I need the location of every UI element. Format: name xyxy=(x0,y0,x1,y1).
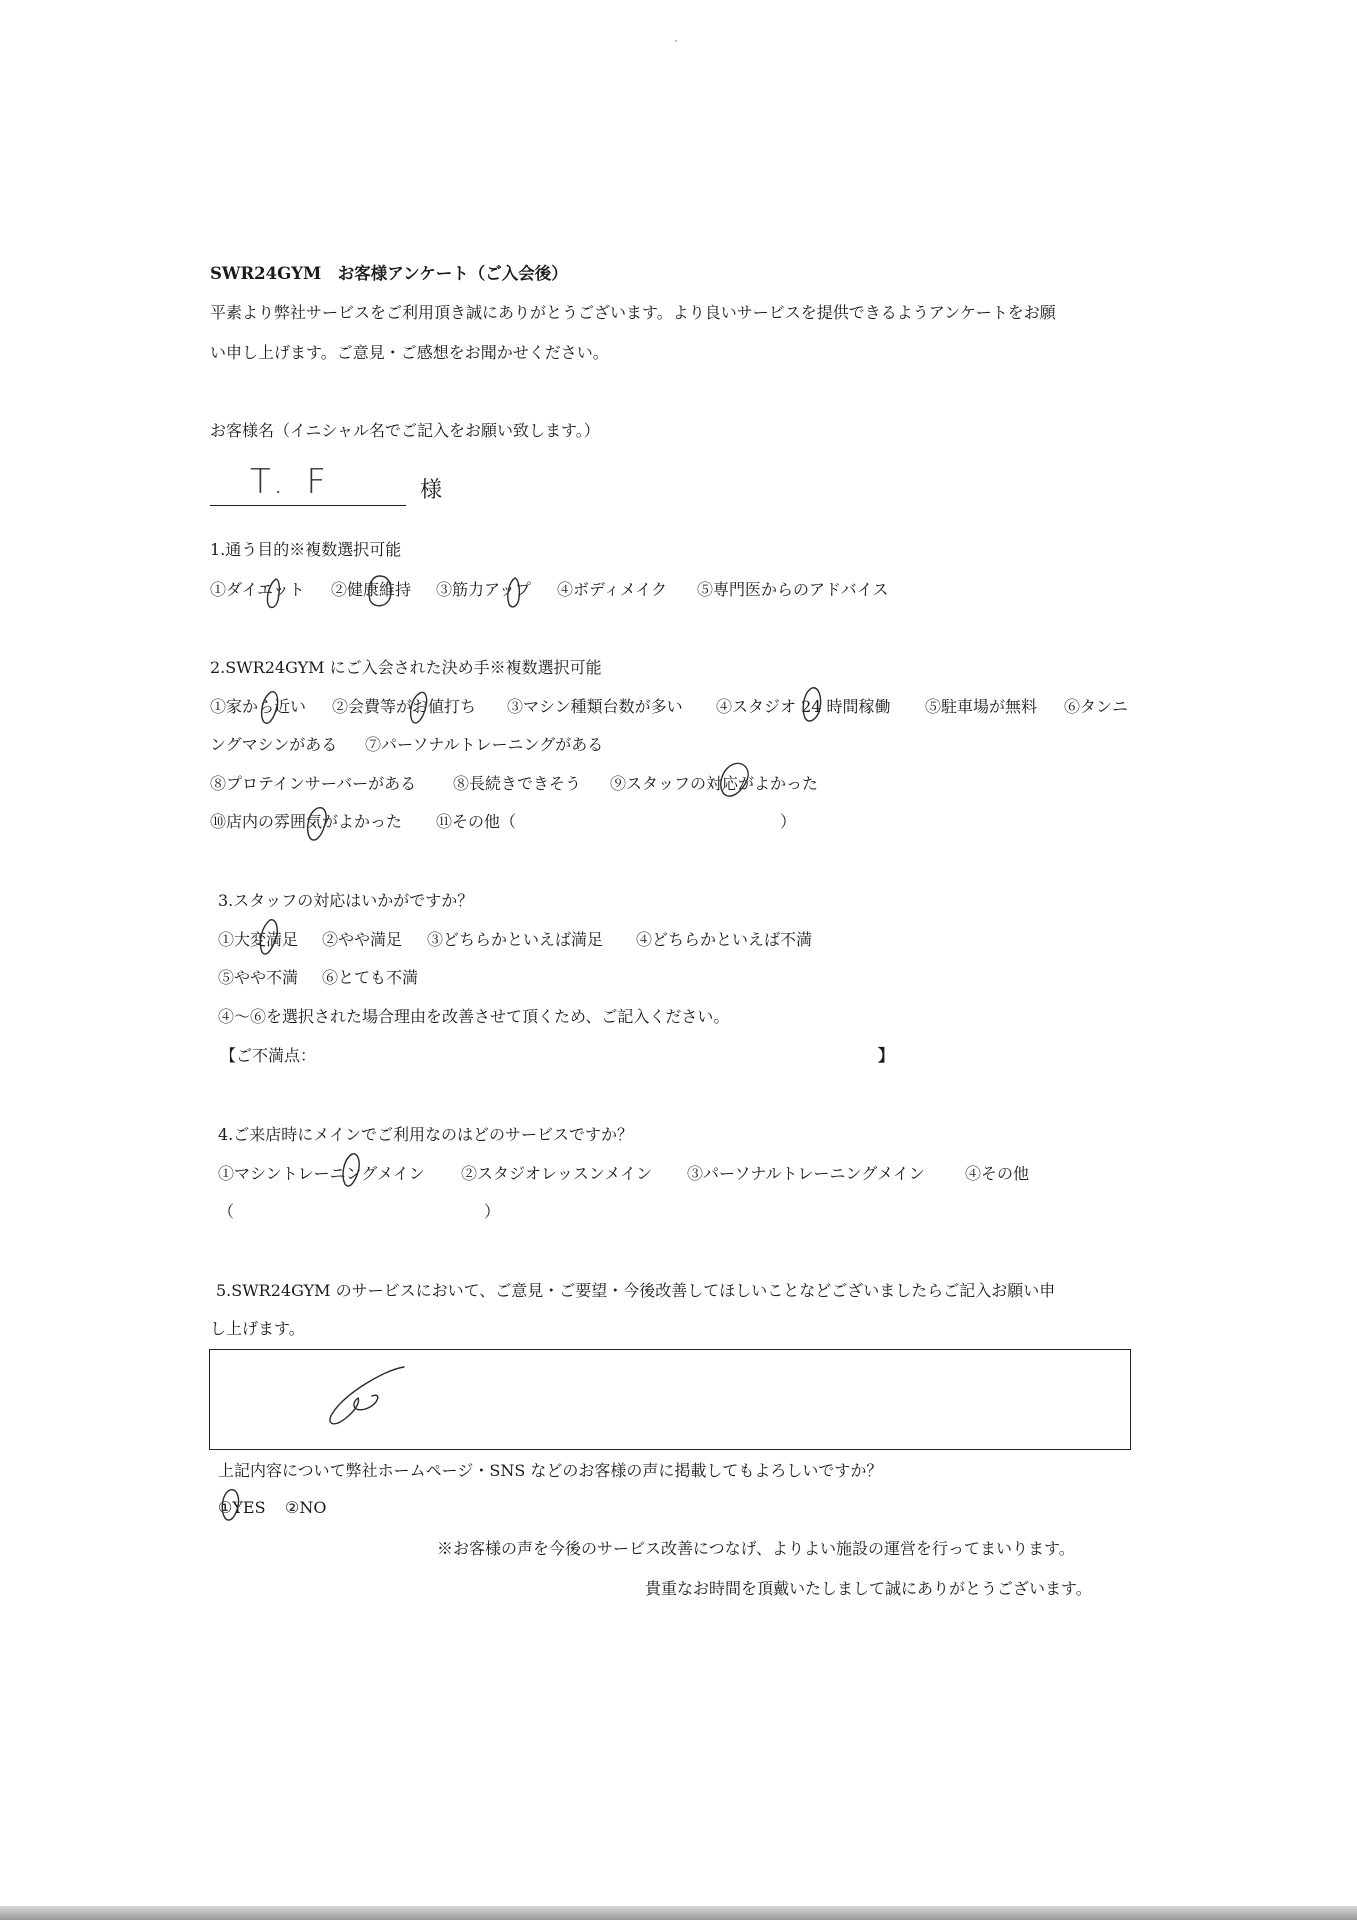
q4-other-open: （ xyxy=(218,1202,235,1221)
comment-box[interactable] xyxy=(209,1349,1131,1450)
consent-no[interactable]: ②NO xyxy=(285,1498,327,1517)
q4-option-3[interactable]: ③パーソナルトレーニングメイン xyxy=(687,1164,925,1183)
q3-reason-instruction: ④～⑥を選択された場合理由を改善させて頂くため、ご記入ください。 xyxy=(218,1007,730,1026)
q3-dissatisfaction-close: 】 xyxy=(878,1046,895,1065)
name-handwritten[interactable]: T. F xyxy=(250,462,332,502)
q2-option-6-continued[interactable]: ングマシンがある xyxy=(210,735,338,754)
q1-option-1[interactable]: ①ダイエット xyxy=(210,580,305,599)
name-underline xyxy=(210,505,406,506)
q2-option-8[interactable]: ⑧プロテインサーバーがある xyxy=(210,774,417,793)
q2-option-2[interactable]: ②会費等がお値打ち xyxy=(332,697,477,716)
closing-thanks: 貴重なお時間を頂戴いたしまして誠にありがとうございます。 xyxy=(645,1579,1092,1598)
q2-option-6[interactable]: ⑥タンニ xyxy=(1064,697,1129,716)
q5-heading-line-2: し上げます。 xyxy=(210,1319,305,1338)
q2-option-11[interactable]: ⑪その他（ xyxy=(436,812,517,831)
q2-option-5[interactable]: ⑤駐車場が無料 xyxy=(925,697,1038,716)
q1-option-5[interactable]: ⑤専門医からのアドバイス xyxy=(697,580,889,599)
q3-option-5[interactable]: ⑤やや不満 xyxy=(218,968,299,987)
q3-option-1[interactable]: ①大変満足 xyxy=(218,930,299,949)
q2-option-3[interactable]: ③マシン種類台数が多い xyxy=(507,697,683,716)
q1-heading: 1.通う目的※複数選択可能 xyxy=(210,540,402,559)
intro-line-1: 平素より弊社サービスをご利用頂き誠にありがとうございます。より良いサービスを提供できるようアンケートをお願 xyxy=(210,303,1056,322)
closing-note: ※お客様の声を今後のサービス改善につなげ、よりよい施設の運営を行ってまいります。 xyxy=(437,1539,1075,1558)
q2-option-4[interactable]: ④スタジオ 24 時間稼働 xyxy=(716,697,891,716)
q2-other-close: ） xyxy=(780,812,797,831)
q1-option-2[interactable]: ②健康維持 xyxy=(331,580,412,599)
q3-option-4[interactable]: ④どちらかといえば不満 xyxy=(636,930,813,949)
q4-option-1[interactable]: ①マシントレーニングメイン xyxy=(218,1164,425,1183)
q2-heading: 2.SWR24GYM にご入会された決め手※複数選択可能 xyxy=(210,658,602,677)
q4-heading: 4.ご来店時にメインでご利用なのはどのサービスですか？ xyxy=(218,1125,633,1144)
q3-option-2[interactable]: ②やや満足 xyxy=(322,930,403,949)
q4-option-2[interactable]: ②スタジオレッスンメイン xyxy=(461,1164,653,1183)
q5-heading-line-1: 5.SWR24GYM のサービスにおいて、ご意見・ご要望・今後改善してほしいことなどございましたらご記入お願い申 xyxy=(216,1281,1056,1300)
q3-heading: 3.スタッフの対応はいかがですか？ xyxy=(218,891,474,910)
q1-option-4[interactable]: ④ボディメイク xyxy=(557,580,668,599)
intro-line-2: い申し上げます。ご意見・ご感想をお聞かせください。 xyxy=(210,343,609,362)
q4-other-close: ） xyxy=(484,1202,501,1221)
q3-option-3[interactable]: ③どちらかといえば満足 xyxy=(427,930,604,949)
q3-option-6[interactable]: ⑥とても不満 xyxy=(322,968,419,987)
q2-option-8b[interactable]: ⑧長続きできそう xyxy=(453,774,582,793)
name-suffix: 様 xyxy=(420,478,443,503)
q4-option-4[interactable]: ④その他 xyxy=(965,1164,1030,1183)
scan-bottom-edge xyxy=(0,1906,1357,1920)
name-label: お客様名（イニシャル名でご記入をお願い致します。） xyxy=(210,421,600,440)
q2-option-7[interactable]: ⑦パーソナルトレーニングがある xyxy=(365,735,604,754)
q1-option-3[interactable]: ③筋力アップ xyxy=(436,580,531,599)
q2-option-10[interactable]: ⑩店内の雰囲気がよかった xyxy=(210,812,403,831)
q3-dissatisfaction-label: 【ご不満点： xyxy=(220,1046,317,1065)
q2-option-9[interactable]: ⑨スタッフの対応がよかった xyxy=(610,774,819,793)
survey-title: SWR24GYM お客様アンケート（ご入会後） xyxy=(210,264,568,283)
q2-option-1[interactable]: ①家から近い xyxy=(210,697,307,716)
consent-yes[interactable]: ①YES xyxy=(218,1498,266,1517)
consent-question: 上記内容について弊社ホームページ・SNS などのお客様の声に掲載してもよろしいですか？ xyxy=(218,1461,883,1480)
scan-speck xyxy=(675,40,677,42)
